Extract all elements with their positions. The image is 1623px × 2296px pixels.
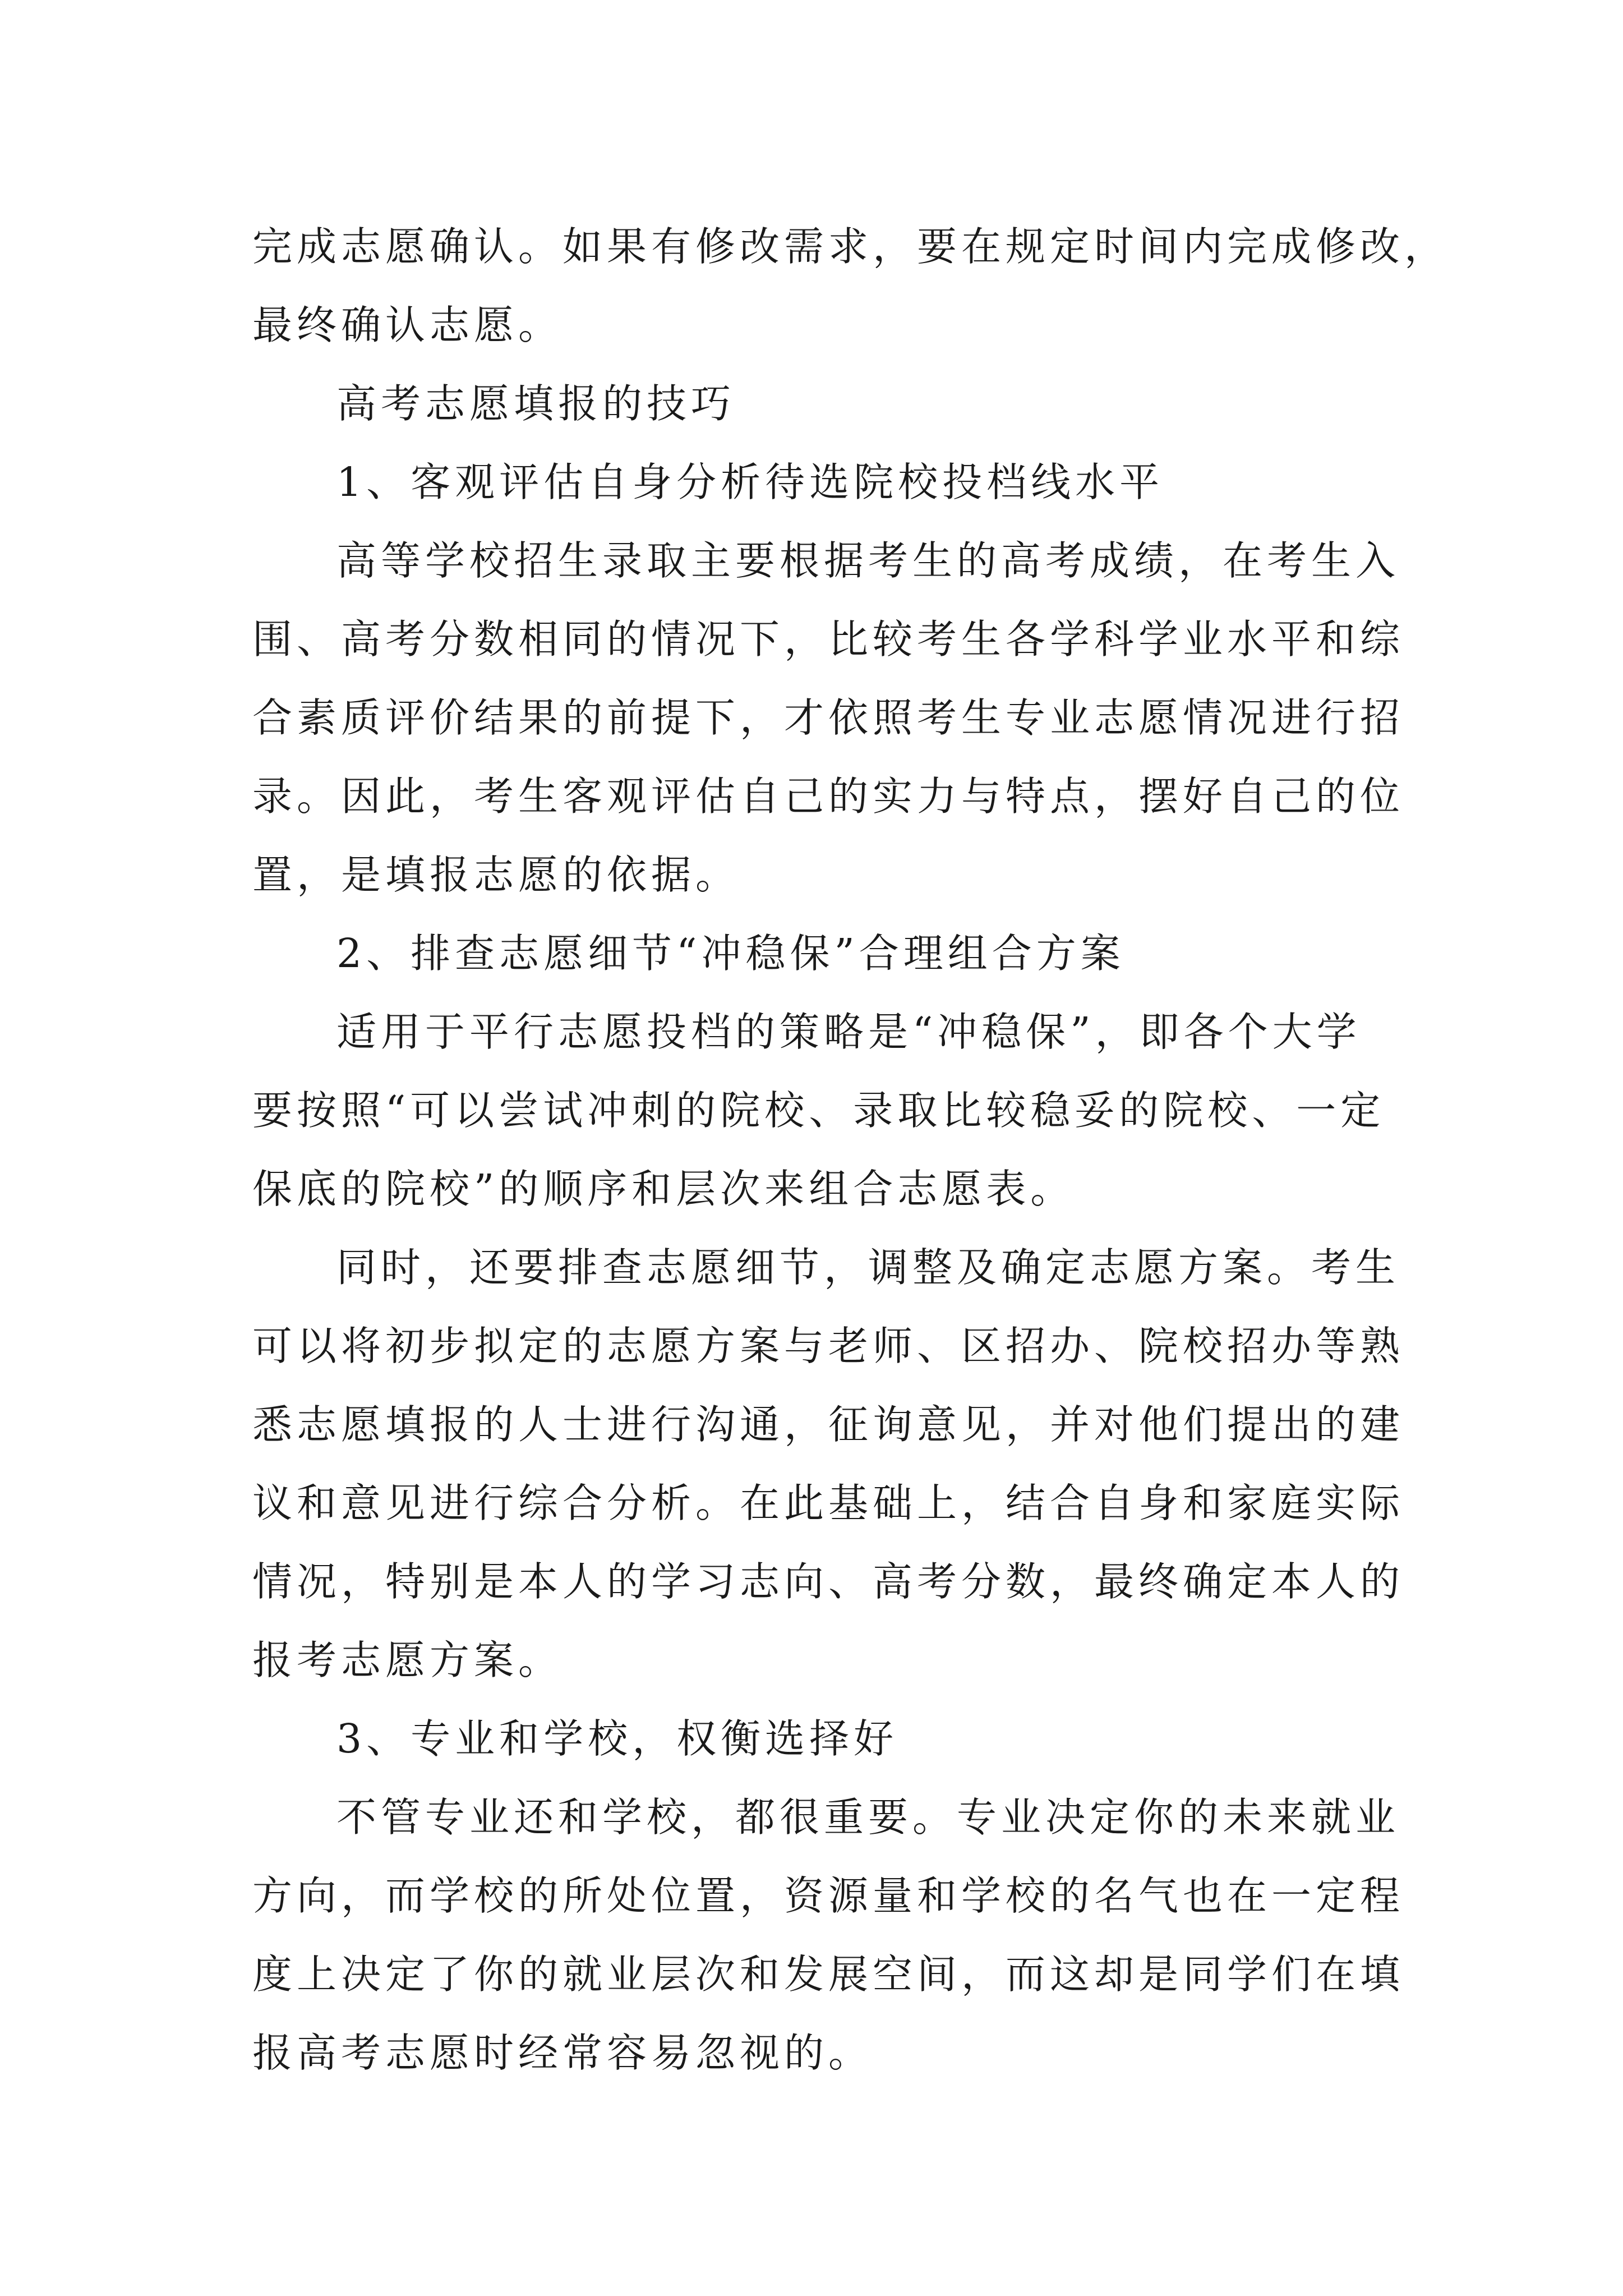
body-line: 悉志愿填报的人士进行沟通，征询意见，并对他们提出的建 [252,1401,1405,1448]
body-line: 方向，而学校的所处位置，资源量和学校的名气也在一定程 [252,1872,1405,1919]
body-line: 报考志愿方案。 [252,1637,563,1683]
body-line: 同时，还要排查志愿细节，调整及确定志愿方案。考生 [336,1244,1400,1291]
body-line: 适用于平行志愿投档的策略是“冲稳保”，即各个大学 [336,1009,1361,1055]
body-line: 保底的院校”的顺序和层次来组合志愿表。 [252,1166,1075,1212]
section-heading: 高考志愿填报的技巧 [336,380,736,427]
body-line: 最终确认志愿。 [252,302,563,348]
body-line: 不管专业还和学校，都很重要。专业决定你的未来就业 [336,1794,1400,1841]
body-line: 录。因此，考生客观评估自己的实力与特点，摆好自己的位 [252,773,1405,820]
body-line: 置，是填报志愿的依据。 [252,852,740,898]
body-line: 报高考志愿时经常容易忽视的。 [252,2030,873,2076]
body-line: 议和意见进行综合分析。在此基础上，结合自身和家庭实际 [252,1480,1405,1526]
body-line: 要按照“可以尝试冲刺的院校、录取比较稳妥的院校、一定 [252,1087,1385,1134]
subheading: 2、排查志愿细节“冲稳保”合理组合方案 [336,930,1125,977]
body-line: 合素质评价结果的前提下，才依照考生专业志愿情况进行招 [252,694,1405,741]
body-line: 完成志愿确认。如果有修改需求，要在规定时间内完成修改， [252,223,1449,270]
body-line: 高等学校招生录取主要根据考生的高考成绩，在考生入 [336,537,1400,584]
subheading: 3、专业和学校，权衡选择好 [336,1715,898,1762]
body-line: 情况，特别是本人的学习志向、高考分数，最终确定本人的 [252,1558,1405,1605]
body-line: 围、高考分数相同的情况下，比较考生各学科学业水平和综 [252,616,1405,662]
subheading: 1、客观评估自身分析待选院校投档线水平 [336,459,1164,505]
body-line: 可以将初步拟定的志愿方案与老师、区招办、院校招办等熟 [252,1323,1405,1369]
body-line: 度上决定了你的就业层次和发展空间，而这却是同学们在填 [252,1951,1405,1998]
